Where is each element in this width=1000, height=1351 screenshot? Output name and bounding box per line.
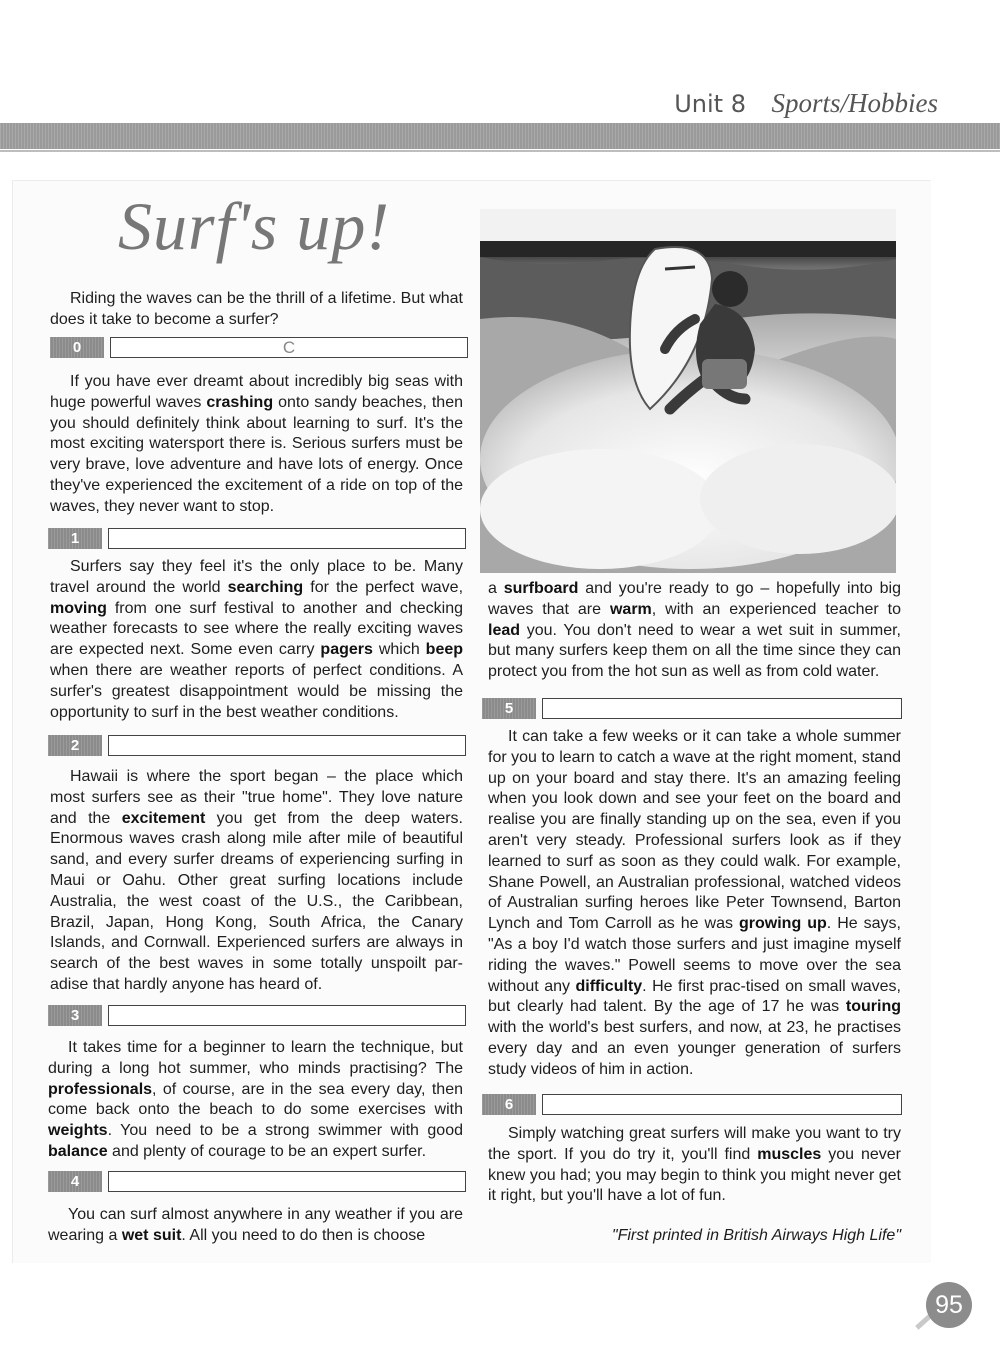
paragraph-text: Simply watching great surfers will make you want to try the sport. If you do try it, you'll find bbox=[488, 1125, 901, 1163]
paragraph-text: Surfers say they feel it's the only place to be. Many travel around the world bbox=[50, 558, 463, 596]
keyword: pagers bbox=[320, 641, 373, 659]
gap-row-5 bbox=[482, 698, 902, 720]
answer-box-3[interactable] bbox=[108, 1005, 466, 1026]
gap-row-3 bbox=[48, 1005, 466, 1027]
gap-number: 5 bbox=[482, 698, 536, 719]
gap-number: 4 bbox=[48, 1171, 102, 1192]
paragraph-text: . He first prac-tised on small waves, but clearly had talent. By the age of 17 he was bbox=[488, 977, 901, 1016]
keyword: growing up bbox=[739, 915, 827, 933]
paragraph-5 bbox=[488, 579, 901, 683]
keyword: wet suit bbox=[121, 1226, 182, 1244]
keyword: professionals bbox=[48, 1080, 153, 1098]
gap-number: 2 bbox=[48, 735, 102, 756]
gap-row-1 bbox=[48, 528, 466, 550]
keyword: weights bbox=[48, 1122, 108, 1140]
source-credit: "First printed in British Airways High Life" bbox=[611, 1227, 901, 1244]
paragraph-0 bbox=[50, 372, 463, 518]
paragraph-text: you get from the deep waters. Enormous waves crash along mile after mile of beautiful sand, and every surfer dreams of experiencing surfing in Maui or Oahu. Other great surfing locations include Australia, the west coast of the U.S., the Caribbean, Brazil, Japan, Hong Kong, South Africa, the Canary Islands, and Cornwall. Experienced surfers are always in search of the best waves in some totally unspoilt par-adise that hardly anyone has heard of. bbox=[50, 809, 464, 993]
gap-number: 6 bbox=[482, 1094, 536, 1115]
paragraph-text: and you're ready to go – hopefully into big waves that are bbox=[488, 580, 902, 618]
keyword: crashing bbox=[206, 393, 274, 411]
lead-text: Riding the waves can be the thrill of a lifetime. But what does it take to become a surfer? bbox=[50, 290, 463, 328]
keyword: beep bbox=[425, 641, 464, 659]
paragraph-text: when there are weather reports of perfect conditions. A surfer's greatest disappointment would be missing the opportunity to surf in the best weather conditions. bbox=[50, 661, 463, 721]
gap-row-2 bbox=[48, 735, 466, 757]
header-band-line bbox=[0, 150, 1000, 152]
paragraph-text: with the world's best surfers, and now, at 23, he practises every day and an even younger generation of surfers study videos of him in action. bbox=[488, 1019, 901, 1078]
unit-header bbox=[674, 88, 938, 119]
answer-box-1[interactable] bbox=[108, 528, 466, 549]
keyword: excitement bbox=[121, 809, 206, 827]
paragraph-1 bbox=[50, 557, 463, 723]
answer-box-0[interactable]: C bbox=[110, 337, 468, 358]
unit-topic: Sports/Hobbies bbox=[771, 88, 938, 118]
paragraph-text: It can take a few weeks or it can take a whole summer for you to learn to catch a wave at the right moment, stand up on your board and stay there. It's an amazing feeling when you look down and see your feet on the board and realise you are finally standing up on the sea, even if you aren't very steady. Professional surfers look as if they learned to surf as soon as they could walk. For example, Shane Powell, an Australian professional, watched videos of Australian surfing heroes like Peter Townsend, Barton Lynch and Tom Carroll as he was bbox=[488, 728, 901, 933]
keyword: lead bbox=[488, 621, 521, 639]
paragraph-7 bbox=[488, 1124, 901, 1207]
paragraph-text: If you have ever dreamt about incredibly big seas with huge powerful waves bbox=[50, 373, 463, 411]
paragraph-text: You can surf almost anywhere in any weather if you are wearing a bbox=[48, 1206, 463, 1244]
paragraph-text: from one surf festival to another and checking weather forecasts to see where the really exciting waves are expected next. Some even carry bbox=[50, 599, 463, 659]
paragraph-text: , of course, are in the sea every day, then come back onto the beach to do some exercises with bbox=[48, 1080, 463, 1119]
answer-box-4[interactable] bbox=[108, 1171, 466, 1192]
paragraph-3 bbox=[48, 1038, 463, 1163]
gap-number: 1 bbox=[48, 528, 102, 549]
surfer-photo bbox=[480, 209, 896, 573]
gap-number: 3 bbox=[48, 1005, 102, 1026]
keyword: difficulty bbox=[575, 977, 643, 995]
paragraph-text: , with an experienced teacher to bbox=[651, 600, 902, 618]
unit-label: Unit 8 bbox=[674, 90, 746, 118]
paragraph-text: onto sandy beaches, then you should definitely think about learning to surf. It's the most exciting watersport there is. Serious surfers must be very brave, love adventure and have lots of energy. Once they've experienced the excitement of a ride on top of the waves, they never want to stop. bbox=[50, 393, 463, 515]
paragraph-text: . All you need to do then is choose bbox=[181, 1226, 426, 1244]
paragraph-6 bbox=[488, 727, 901, 1081]
gap-row-4 bbox=[48, 1171, 466, 1193]
paragraph-text: which bbox=[372, 641, 426, 659]
gap-number: 0 bbox=[50, 337, 104, 358]
keyword: moving bbox=[50, 599, 107, 617]
header-band bbox=[0, 123, 1000, 149]
paragraph-text: . You need to be a strong swimmer with good bbox=[107, 1122, 463, 1140]
paragraph-2 bbox=[50, 767, 463, 996]
paragraph-text: It takes time for a beginner to learn the technique, but during a long hot summer, who minds practising? The bbox=[48, 1039, 463, 1077]
keyword: muscles bbox=[757, 1145, 822, 1163]
gap-row-6 bbox=[482, 1094, 902, 1116]
answer-box-5[interactable] bbox=[542, 698, 902, 719]
answer-box-6[interactable] bbox=[542, 1094, 902, 1115]
keyword: warm bbox=[609, 600, 652, 618]
keyword: touring bbox=[845, 998, 901, 1016]
page-number: 95 bbox=[926, 1282, 972, 1328]
keyword: balance bbox=[48, 1142, 108, 1160]
paragraph-text: you never knew you had; you may begin to think you might never get it right, but you'll have a lot of fun. bbox=[488, 1145, 901, 1205]
keyword: surfboard bbox=[503, 580, 579, 597]
paragraph-text: and plenty of courage to be an expert surfer. bbox=[107, 1142, 427, 1160]
paragraph-text: . He says, "As a boy I'd watch those surfers and just imagine myself riding the waves." Powell seems to move over the sea without any bbox=[488, 915, 902, 995]
paragraph-text: for the perfect wave, bbox=[303, 578, 464, 596]
surfer-illustration bbox=[480, 209, 896, 573]
paragraph-text: Hawaii is where the sport began – the place which most surfers see as their "true home". They love nature and the bbox=[50, 768, 463, 827]
paragraph-text: you. You don't need to wear a wet suit in summer, but many surfers keep them on all the time since they can protect you from the hot sun as well as from cold water. bbox=[488, 621, 901, 681]
keyword: searching bbox=[227, 578, 304, 596]
paragraph-4 bbox=[48, 1205, 463, 1247]
paragraph-text: a bbox=[488, 580, 504, 597]
gap-row-0 bbox=[50, 337, 468, 359]
answer-box-2[interactable] bbox=[108, 735, 466, 756]
article-title: Surf's up! bbox=[118, 188, 391, 264]
